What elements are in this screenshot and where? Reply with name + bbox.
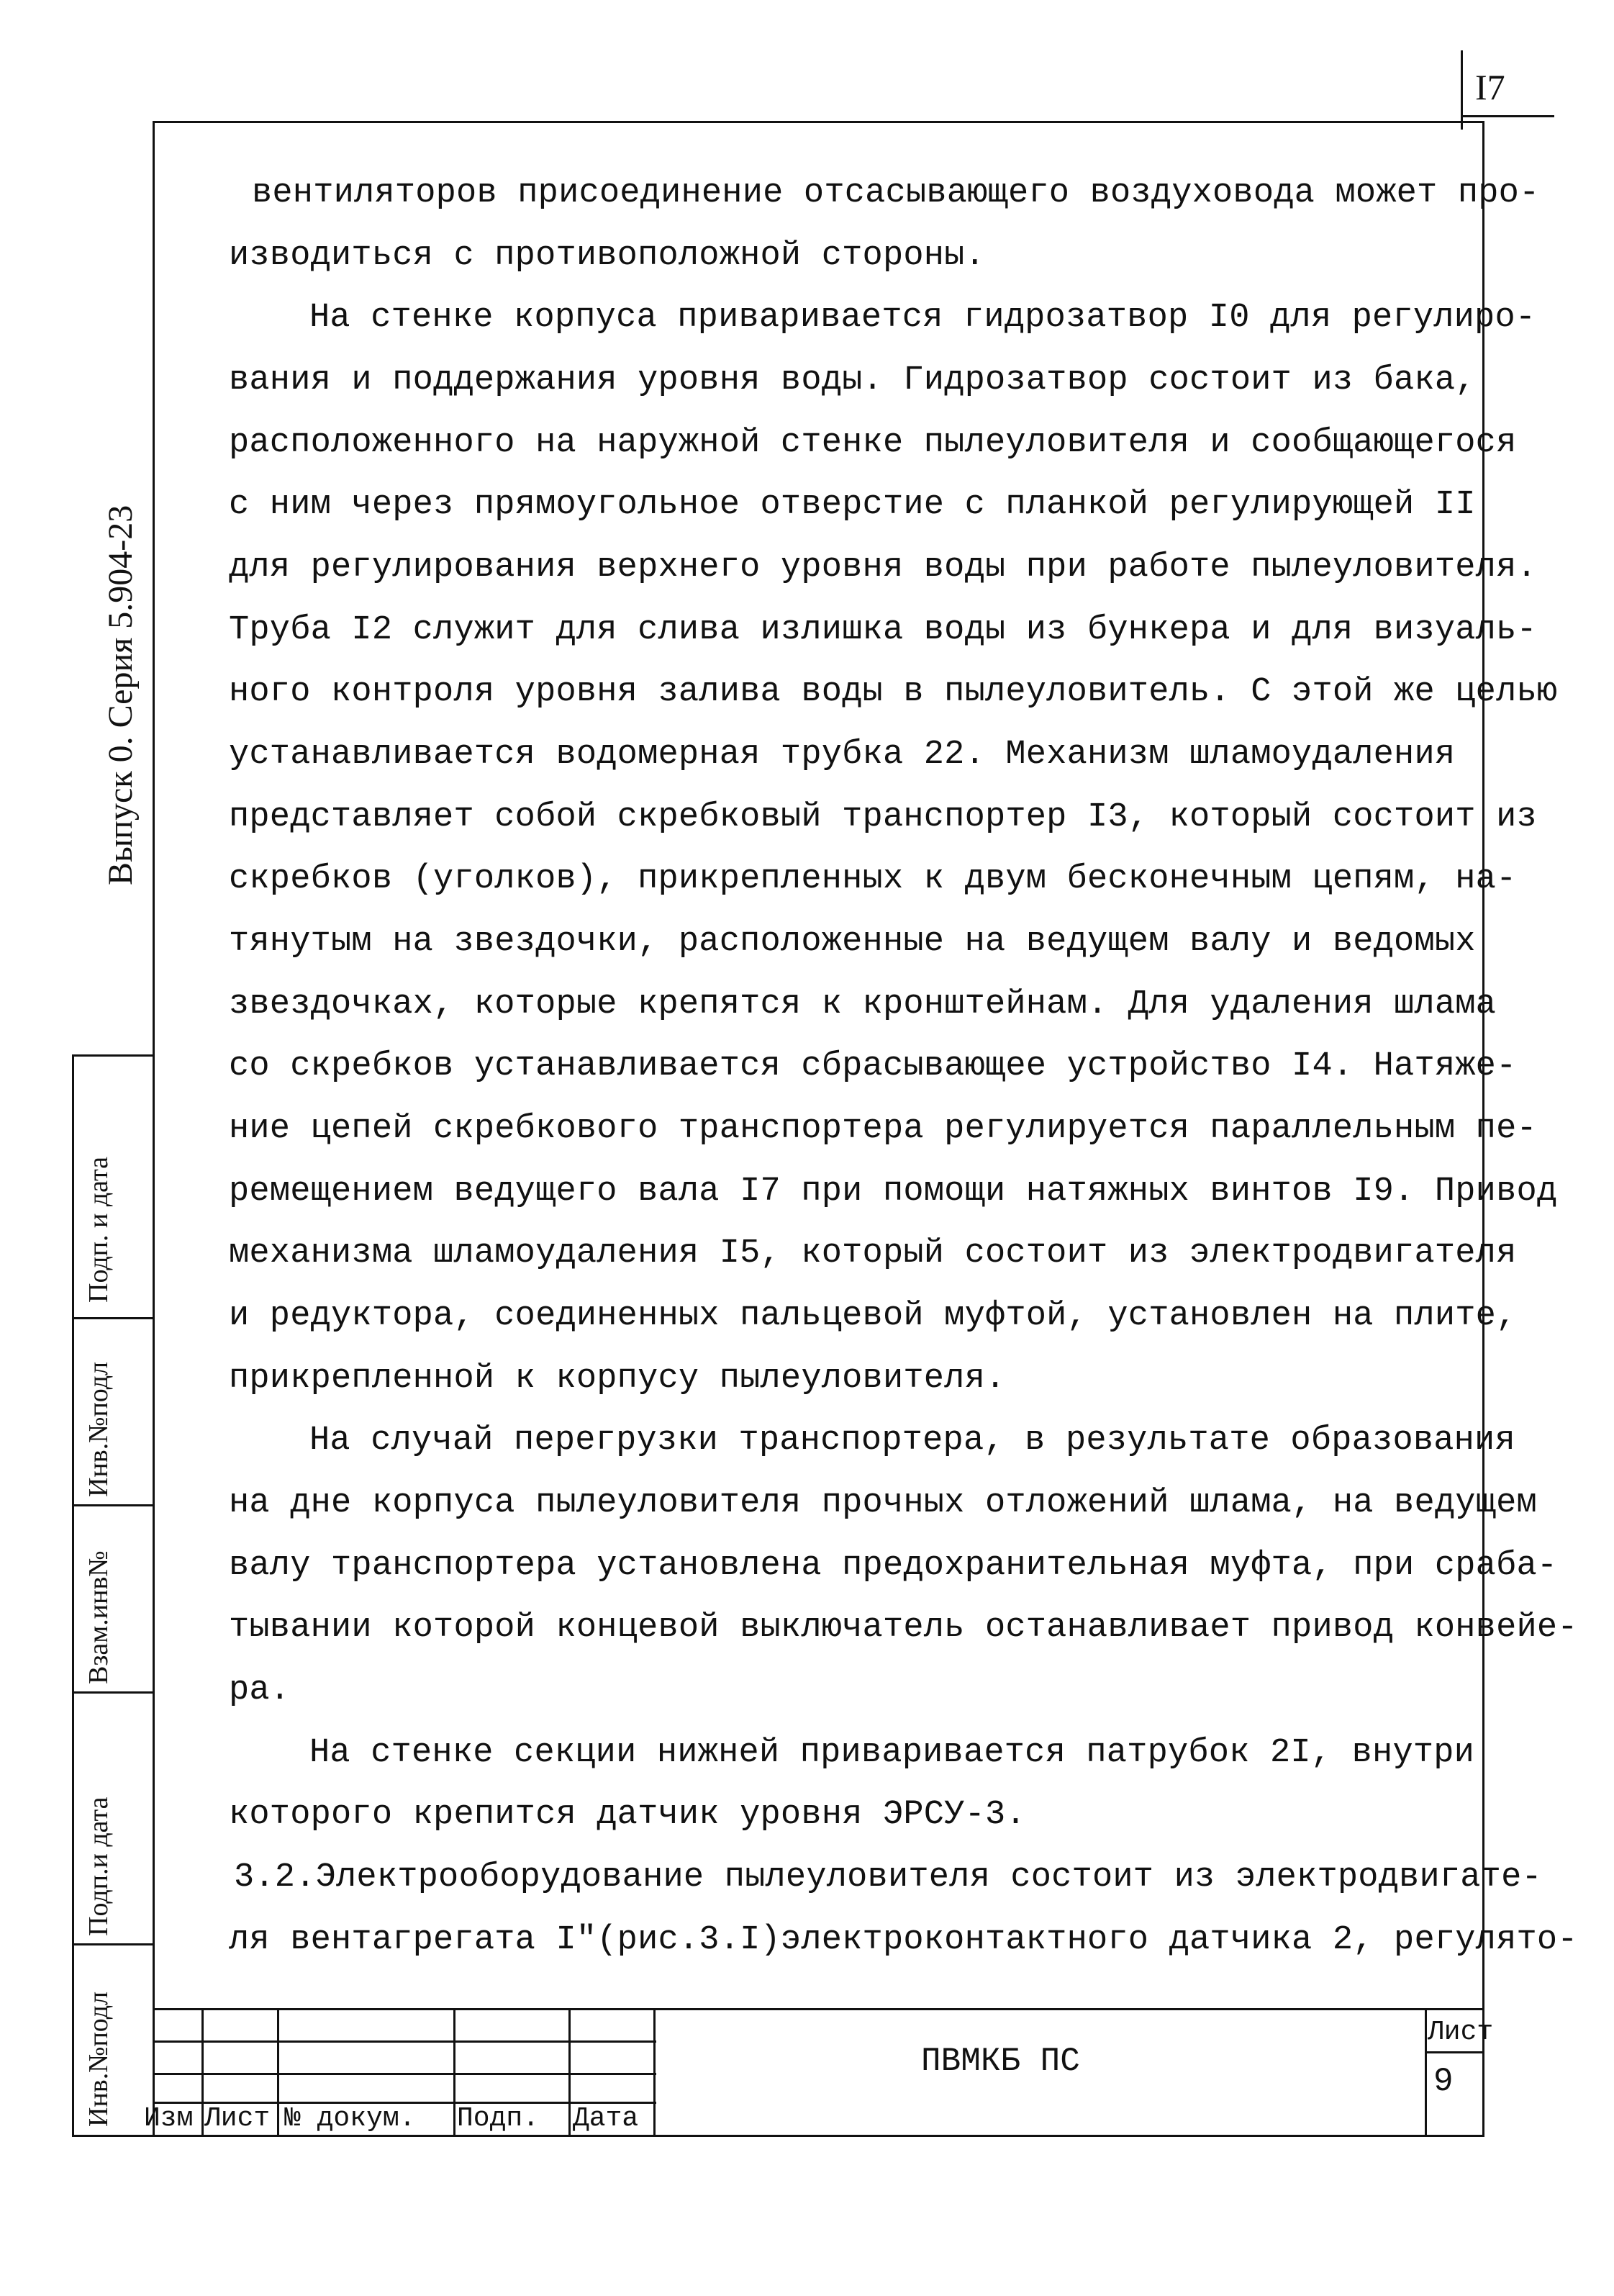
body-line: На стенке секции нижней приваривается патрубок 2I, внутри <box>309 1734 1475 1772</box>
body-line: устанавливается водомерная трубка 22. Механизм шламоудаления <box>229 736 1456 774</box>
stamp-sheet-label: Лист <box>1428 2017 1494 2048</box>
side-series-label: Выпуск 0. Серия 5.904-23 <box>101 505 140 885</box>
stamp-row <box>153 2073 656 2075</box>
body-line: звездочках, которые крепятся к кронштейнам. Для удаления шлама <box>229 985 1497 1023</box>
stamp-sheet-divider <box>1425 2051 1484 2053</box>
body-line: для регулирования верхнего уровня воды при работе пылеуловителя. <box>229 548 1537 587</box>
frame-left <box>153 121 155 2136</box>
body-line: с ним через прямоугольное отверстие с планкой регулирующей II <box>229 486 1476 524</box>
body-line: 3.2.Электрооборудование пылеуловителя состоит из электродвигате- <box>234 1858 1542 1897</box>
body-line: ного контроля уровня залива воды в пылеуловитель. С этой же целью <box>229 673 1558 711</box>
stamp-col <box>653 2008 656 2136</box>
stamp-top <box>153 2008 1484 2010</box>
body-line: которого крепится датчик уровня ЭРСУ-3. <box>229 1796 1026 1834</box>
body-line: ние цепей скребкового транспортера регулируется параллельным пе- <box>229 1110 1537 1148</box>
side-label-sign-date: Подп. и дата <box>83 1156 114 1303</box>
side-label-inv-orig-2: Инв.№подл <box>83 1991 114 2127</box>
side-stamp-left <box>72 1054 74 2136</box>
stamp-col <box>277 2008 279 2136</box>
body-line: ра. <box>229 1671 291 1709</box>
side-stamp-divider <box>72 1943 155 1945</box>
body-line: со скребков устанавливается сбрасывающее устройство I4. Натяже- <box>229 1047 1517 1085</box>
side-stamp-divider <box>72 1691 155 1694</box>
body-line: прикрепленной к корпусу пылеуловителя. <box>229 1360 1006 1398</box>
side-stamp-divider <box>72 1317 155 1319</box>
side-label-replace-inv: Взам.инв№ <box>83 1550 114 1684</box>
body-line: Труба I2 служит для слива излишка воды из бункера и для визуаль- <box>229 611 1537 649</box>
stamp-col-izm: Изм <box>144 2103 194 2134</box>
stamp-col <box>1425 2008 1427 2136</box>
frame-top <box>153 121 1484 123</box>
body-line: тянутым на звездочки, расположенные на ведущем валу и ведомых <box>229 923 1476 961</box>
body-line: на дне корпуса пылеуловителя прочных отложений шлама, на ведущем <box>229 1484 1537 1522</box>
stamp-col <box>453 2008 455 2136</box>
body-line: скребков (уголков), прикрепленных к двум бесконечным цепям, на- <box>229 860 1517 898</box>
body-line: На случай перегрузки транспортера, в результате образования <box>309 1422 1515 1460</box>
body-line: представляет собой скребковый транспортер I3, который состоит из <box>229 798 1537 836</box>
body-line: ремещением ведущего вала I7 при помощи натяжных винтов I9. Привод <box>229 1172 1558 1211</box>
body-line: вания и поддержания уровня воды. Гидрозатвор состоит из бака, <box>229 361 1476 399</box>
body-line: расположенного на наружной стенке пылеуловителя и сообщающегося <box>229 424 1517 462</box>
side-label-inv-orig: Инв.№подл <box>83 1361 114 1497</box>
corner-vline <box>1461 50 1463 130</box>
stamp-col-sign: Подп. <box>457 2103 540 2134</box>
body-line: механизма шламоудаления I5, который состоит из электродвигателя <box>229 1234 1517 1273</box>
frame-bottom <box>72 2135 1484 2137</box>
stamp-row <box>153 2040 656 2043</box>
side-label-sign-date-2: Подп.и дата <box>83 1796 114 1936</box>
side-stamp-divider <box>72 1504 155 1506</box>
body-line: и редуктора, соединенных пальцевой муфтой, установлен на плите, <box>229 1297 1517 1335</box>
body-line: вентиляторов присоединение отсасывающего воздуховода может про- <box>252 174 1540 212</box>
stamp-col-list: Лист <box>204 2103 271 2134</box>
stamp-col <box>201 2008 204 2136</box>
side-stamp-divider <box>72 1054 155 1057</box>
stamp-col-doc: № докум. <box>284 2103 416 2134</box>
corner-hline <box>1461 115 1554 117</box>
page-number: I7 <box>1475 67 1505 107</box>
body-line: валу транспортера установлена предохранительная муфта, при сраба- <box>229 1547 1558 1585</box>
stamp-col-date: Дата <box>573 2103 639 2134</box>
body-line: ля вентагрегата I"(рис.3.I)электроконтактного датчика 2, регулято- <box>229 1921 1578 1959</box>
stamp-code: ПВМКБ ПС <box>921 2043 1080 2080</box>
stamp-col <box>568 2008 571 2136</box>
stamp-sheet-number: 9 <box>1433 2063 1454 2100</box>
body-line: На стенке корпуса приваривается гидрозатвор I0 для регулиро- <box>309 299 1536 337</box>
body-line: тывании которой концевой выключатель останавливает привод конвейе- <box>229 1609 1578 1647</box>
body-line: изводиться с противоположной стороны. <box>229 237 985 275</box>
